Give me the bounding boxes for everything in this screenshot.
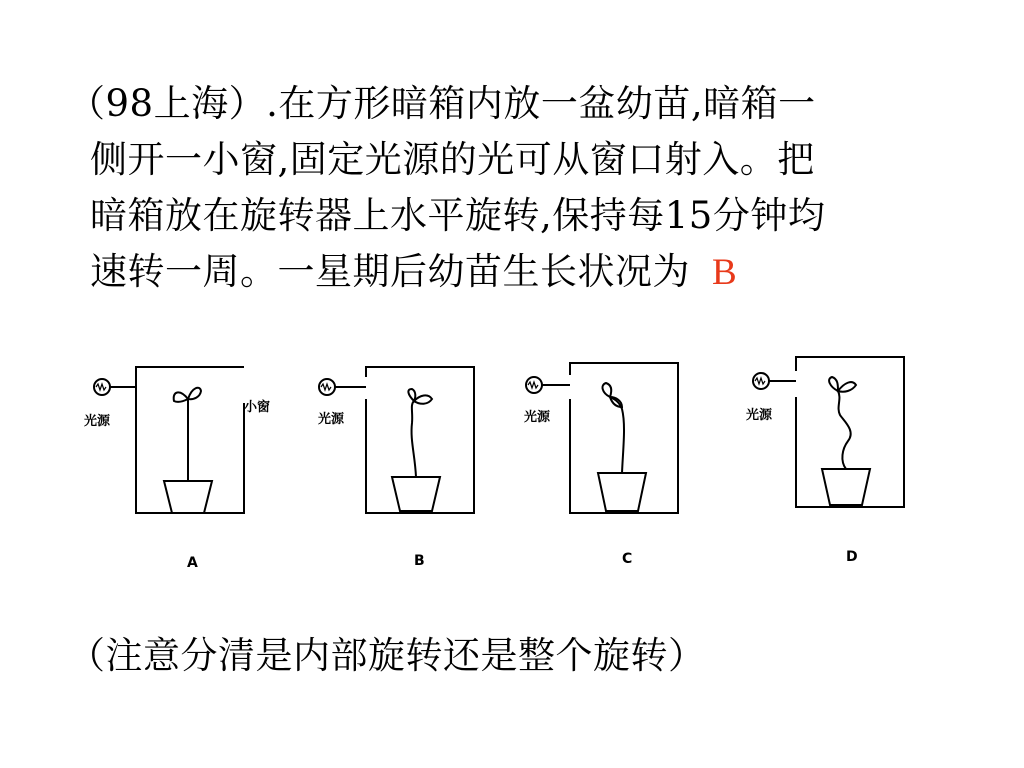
- seedling-leaf-right: [414, 395, 432, 403]
- option-label-d: D: [846, 549, 858, 565]
- option-d-diagram: [753, 357, 904, 507]
- light-source-wave: [321, 384, 331, 390]
- light-source-label: 光源: [524, 410, 551, 425]
- experiment-diagram: [70, 345, 920, 585]
- question-text: [68, 76, 998, 301]
- flower-pot: [392, 477, 440, 511]
- dark-box: [366, 367, 474, 513]
- seedling-leaf-left: [408, 389, 415, 401]
- light-source-label: 光源: [84, 414, 111, 429]
- flower-pot: [164, 481, 212, 513]
- question-line-3: 暗箱放在旋转器上水平旋转,保持每15分钟均: [90, 194, 826, 237]
- option-label-a: A: [187, 555, 198, 571]
- option-a-diagram: [94, 367, 244, 513]
- light-source-label: 光源: [746, 408, 773, 423]
- option-c-diagram: [526, 363, 678, 513]
- question-line-4: [68, 244, 998, 301]
- question-line-2: 侧开一小窗,固定光源的光可从窗口射入。把: [90, 138, 815, 181]
- option-label-b: B: [414, 553, 425, 569]
- question-line-1: （98上海）.在方形暗箱内放一盆幼苗,暗箱一: [68, 82, 816, 125]
- seedling-leaf-right: [188, 388, 201, 399]
- light-source-wave: [528, 382, 538, 388]
- flower-pot: [822, 469, 870, 505]
- seedling-stem: [412, 401, 416, 477]
- seedling-leaf-left: [603, 383, 612, 397]
- option-b-diagram: [319, 367, 474, 513]
- light-source-label: 光源: [318, 412, 345, 427]
- option-label-c: C: [622, 551, 633, 567]
- seedling-leaf-left: [829, 377, 838, 391]
- seedling-leaf-right: [838, 382, 856, 392]
- answer-text: B: [712, 252, 738, 293]
- flower-pot: [598, 473, 646, 511]
- light-source-wave: [755, 378, 765, 384]
- window-label: 小窗: [244, 400, 271, 415]
- dark-box: [136, 367, 244, 513]
- question-line-4-text: 速转一周。一星期后幼苗生长状况为: [90, 250, 690, 293]
- light-source-wave: [96, 384, 106, 390]
- seedling-stem: [610, 397, 624, 473]
- seedling-stem: [838, 391, 851, 469]
- experiment-figure: [70, 345, 920, 585]
- seedling-leaf-left: [174, 392, 188, 401]
- note-text: （注意分清是内部旋转还是整个旋转）: [68, 634, 706, 677]
